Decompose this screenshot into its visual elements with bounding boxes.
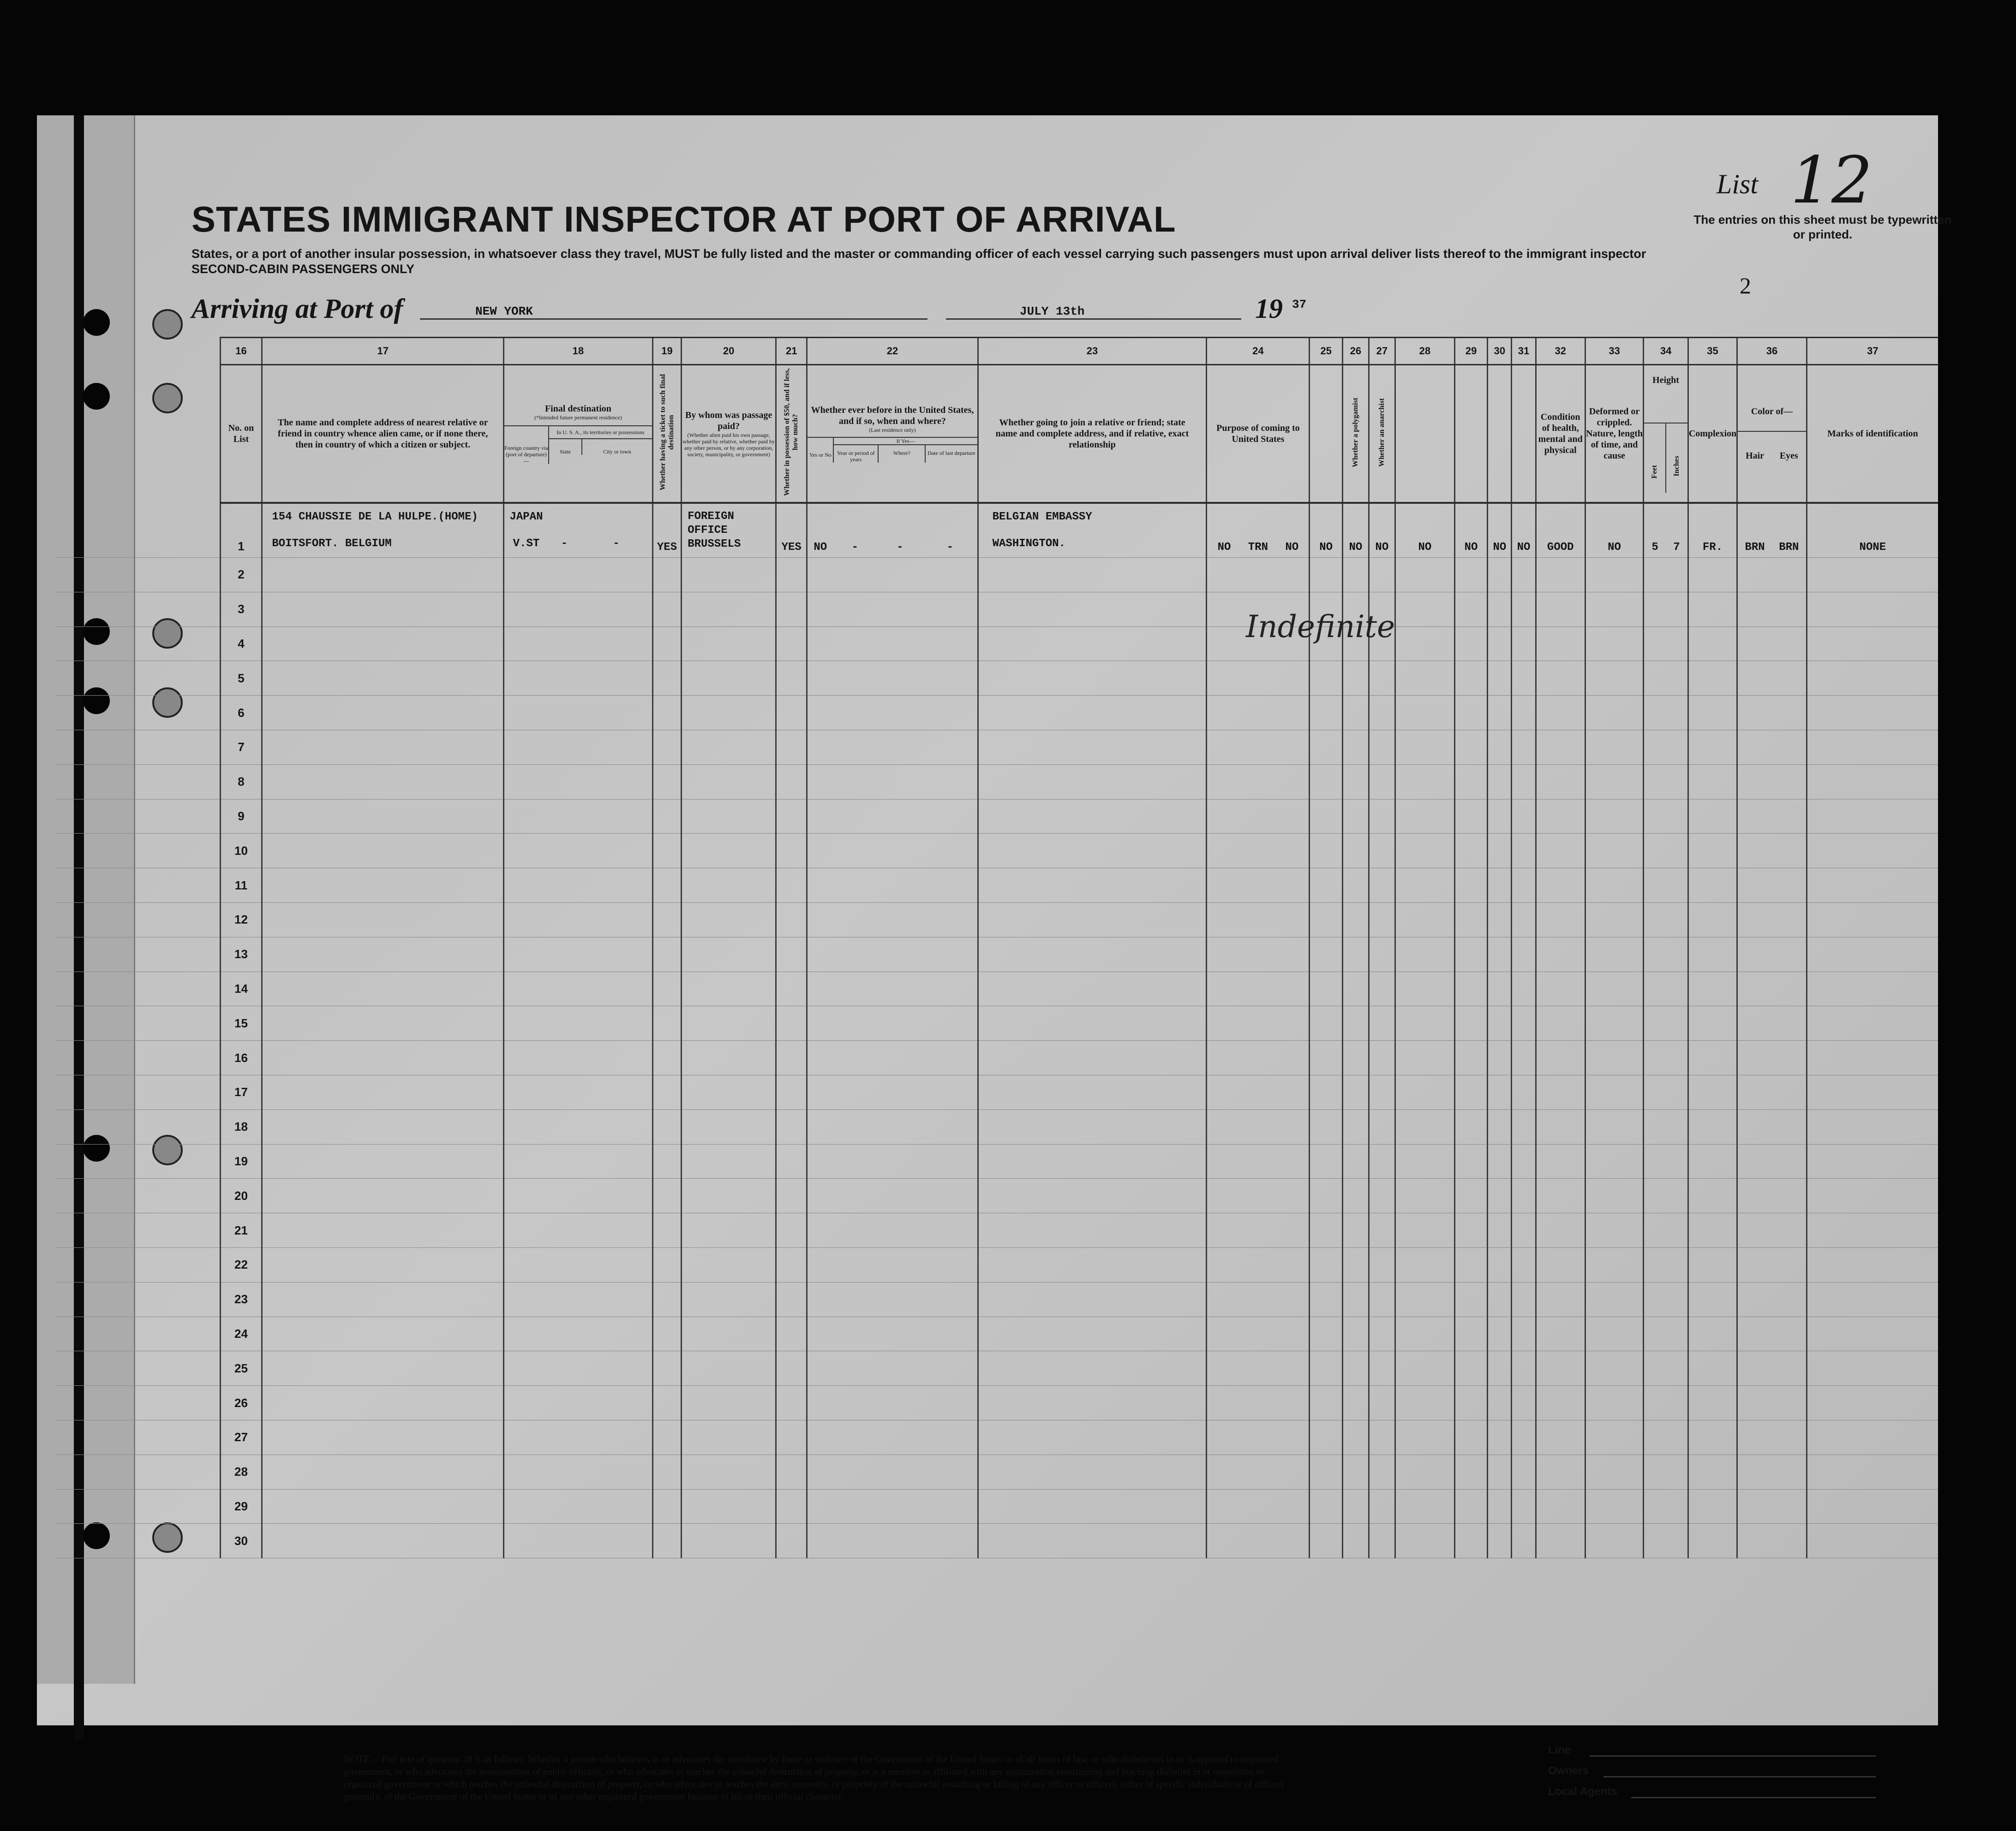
header-final-destination: Final destination (*Intended future permanent residence) Foreign country via (port of departure)— In U. S. A., its territories or possessions State City or town <box>503 365 652 503</box>
table-row <box>55 834 1938 868</box>
row-number: 4 <box>220 626 262 661</box>
punch-hole <box>152 309 183 340</box>
table-row <box>55 902 1938 937</box>
table-row <box>55 799 1938 834</box>
row-number: 2 <box>220 558 262 592</box>
table-row <box>55 1213 1938 1248</box>
punch-hole <box>83 309 110 336</box>
header-polygamist: Whether a polygamist <box>1342 365 1369 503</box>
header-before-in-us: Whether ever before in the United States, and if so, when and where? (Last residence only) Yes or No If Yes— Year or period of years Where? Date of last departure <box>807 365 978 503</box>
table-row <box>55 1179 1938 1213</box>
table-row <box>55 1041 1938 1075</box>
row-number: 27 <box>220 1420 262 1455</box>
list-number: 12 <box>1790 143 1873 218</box>
table-row <box>55 1006 1938 1041</box>
table-row <box>55 1109 1938 1144</box>
row-number: 24 <box>220 1317 262 1351</box>
local-agents-label: Local Agents <box>1548 1785 1617 1798</box>
table-row <box>55 1247 1938 1282</box>
footnote: NOTE.—Full text of question 28 is as follows: Whether a person who believes in or advocates the overthrow by force or violence of the Government of the United States or of all forms of law, or who disbelieves in or is opposed to organized government, or who advocates the assassination of public officials, or who advocates or teaches the unlawful destruction of property, or is a member or affiliated with any organization entertaining and teaching disbelief in or opposition to organized government or which teaches the unlawful destruction of property, or who advocates or teaches the duty, necessity, or propriety of the unlawful assaulting or killing of any officer or officers, either of specific individuals or of officers generally, of the Government of the United States or of any other organized government because of his or their official character. <box>344 1753 1285 1802</box>
entries-note: The entries on this sheet must be typewritten or printed. <box>1693 213 1952 241</box>
row-number: 10 <box>220 834 262 868</box>
row-number: 9 <box>220 799 262 834</box>
table-row <box>55 1420 1938 1455</box>
row-number: 3 <box>220 592 262 626</box>
row-number: 7 <box>220 730 262 764</box>
table-row <box>55 764 1938 799</box>
deformed-value: NO <box>1585 503 1643 558</box>
header-col-29 <box>1454 365 1487 503</box>
form-subtitle: States, or a port of another insular possession, in whatsoever class they travel, MUST be fully listed and the master or commanding officer of each vessel carrying such passengers must upon arrival deliver lists thereof to the immigrant inspector <box>191 247 1646 261</box>
page-number: 2 <box>1740 273 1751 298</box>
header-col-25 <box>1310 365 1342 503</box>
row-number: 18 <box>220 1109 262 1144</box>
table-row <box>55 1386 1938 1420</box>
table-row <box>55 972 1938 1006</box>
table-row <box>55 1144 1938 1179</box>
header-complexion: Complexion <box>1688 365 1737 503</box>
year-suffix: 37 <box>1292 298 1307 311</box>
header-money: Whether in possession of $50, and if less, how much? <box>776 365 807 503</box>
header-marks: Marks of identification <box>1807 365 1938 503</box>
table-row <box>55 558 1938 592</box>
row-number: 14 <box>220 972 262 1006</box>
form-title: STATES IMMIGRANT INSPECTOR AT PORT OF ARRIVAL <box>191 199 1176 239</box>
arrival-date: JULY 13th <box>1020 304 1085 318</box>
row-number: 21 <box>220 1213 262 1248</box>
money-value: YES <box>776 503 807 558</box>
row-number: 12 <box>220 902 262 937</box>
header-color: Color of— Hair Eyes <box>1737 365 1807 503</box>
table-row <box>55 1524 1938 1558</box>
port-name: NEW YORK <box>475 304 533 318</box>
manifest-sheet <box>37 115 1952 1802</box>
header-col-30 <box>1488 365 1512 503</box>
cabin-class: SECOND-CABIN PASSENGERS ONLY <box>191 262 415 276</box>
table-row <box>55 937 1938 972</box>
row-number: 17 <box>220 1075 262 1109</box>
row-number: 29 <box>220 1489 262 1524</box>
line-label: Line <box>1548 1744 1571 1756</box>
ticket-value: YES <box>652 503 681 558</box>
header-deformed: Deformed or crippled. Nature, length of time, and cause <box>1585 365 1643 503</box>
manifest-table: 16 17 18 19 20 21 22 23 24 25 26 27 28 29 30 31 32 33 34 35 36 37 No. on List The name and complete address of nearest relative or friend in country whence alien came, or if none there, then in country of which a citizen or subject. Final destination (*Intended future permanent residence) Foreign country via (port of departure)— In U. S. A., its territories or possessions State City or town Whether having a ticket to such final destination By whom was passage paid? (Whether alien paid his own passage, whether paid by relative, whether paid by any other person, or by any corporation, society, municipality, or government) Whether in possession of $50, and if less, how much? Whether ever before in the United States, and if so, when and where? (Last residence only) Yes or No If Yes— Year or period of years Where? Date of last departure Whether going to join a relative or friend; state name and complete address, and if relative, exact relationship Purpose of coming to United States Whether a polygamist Whether an anarchist Condition of health, mental and physical Deformed or crippled. Nature, length of time, and cause Height Feet Inches Complexion Color of— Hair Eyes Marks of identification 1 154 CHAUSSIE DE LA HULPE.(HOME) BOITSFORT. BELGIUM JAPAN V.ST - - YES FOREIGN OFFICE BRUSSELS YES NO - - - BELGIAN EMBASSY WASHINGTON. NO TRN NO NO NO NO NO NO NO NO GOOD NO 5 7 FR. BRN BRN NONE 2 3 4 5 6 7 8 9 10 11 12 13 14 15 16 17 18 19 20 21 22 23 24 25 26 27 28 29 30 <box>55 337 1938 1558</box>
table-row <box>55 1075 1938 1109</box>
table-row <box>55 592 1938 626</box>
table-row <box>55 626 1938 661</box>
header-ticket: Whether having a ticket to such final destination <box>652 365 681 503</box>
header-col-31 <box>1512 365 1536 503</box>
table-row <box>55 696 1938 730</box>
row-number: 5 <box>220 661 262 696</box>
header-join-relative: Whether going to join a relative or friend; state name and complete address, and if relative, exact relationship <box>978 365 1207 503</box>
row-number: 22 <box>220 1247 262 1282</box>
table-row <box>55 868 1938 903</box>
join-relative-value: BELGIAN EMBASSY WASHINGTON. <box>978 503 1207 558</box>
arriving-label: Arriving at Port of <box>191 293 403 324</box>
header-col-28 <box>1395 365 1454 503</box>
row-number: 28 <box>220 1455 262 1489</box>
complexion-value: FR. <box>1688 503 1737 558</box>
table-row <box>55 1351 1938 1386</box>
table-row <box>55 1455 1938 1489</box>
header-relative-address: The name and complete address of nearest relative or friend in country whence alien came, or if none there, then in country of which a citizen or subject. <box>262 365 504 503</box>
marks-value: NONE <box>1807 503 1938 558</box>
row-number: 8 <box>220 764 262 799</box>
list-label: List <box>1717 169 1759 199</box>
table-row <box>55 1317 1938 1351</box>
header-health: Condition of health, mental and physical <box>1536 365 1585 503</box>
row-number: 23 <box>220 1282 262 1317</box>
row-number: 30 <box>220 1524 262 1558</box>
header-no-on-list: No. on List <box>220 365 262 503</box>
passage-paid-value: FOREIGN OFFICE BRUSSELS <box>682 503 776 558</box>
header-anarchist: Whether an anarchist <box>1369 365 1395 503</box>
row-number: 19 <box>220 1144 262 1179</box>
year-prefix: 19 <box>1255 293 1283 324</box>
header-passage-paid: By whom was passage paid? (Whether alien paid his own passage, whether paid by relative, whether paid by any other person, or by any corporation, society, municipality, or government) <box>682 365 776 503</box>
table-row <box>55 1282 1938 1317</box>
table-row <box>55 730 1938 764</box>
handwritten-purpose: Indefinite <box>1246 609 1395 644</box>
foreign-country: JAPAN V.ST <box>509 511 543 550</box>
row-number: 15 <box>220 1006 262 1041</box>
table-row <box>55 661 1938 696</box>
row-number: 16 <box>220 1041 262 1075</box>
row-number: 13 <box>220 937 262 972</box>
row-number: 25 <box>220 1351 262 1386</box>
health-value: GOOD <box>1536 503 1585 558</box>
owners-label: Owners <box>1548 1765 1589 1777</box>
row-number: 26 <box>220 1386 262 1420</box>
relative-address: 154 CHAUSSIE DE LA HULPE.(HOME) BOITSFORT. BELGIUM <box>262 503 504 558</box>
table-row: 1 154 CHAUSSIE DE LA HULPE.(HOME) BOITSFORT. BELGIUM JAPAN V.ST - - YES FOREIGN OFFICE BRUSSELS YES NO - - - BELGIAN EMBASSY WASHINGTON. NO TRN NO NO NO NO NO NO NO NO GOOD NO 5 7 FR. BRN BRN NONE <box>55 503 1938 558</box>
header-purpose: Purpose of coming to United States <box>1207 365 1310 503</box>
header-height: Height Feet Inches <box>1644 365 1688 503</box>
row-number: 6 <box>220 696 262 730</box>
row-number: 20 <box>220 1179 262 1213</box>
table-row <box>55 1489 1938 1524</box>
row-number: 11 <box>220 868 262 903</box>
